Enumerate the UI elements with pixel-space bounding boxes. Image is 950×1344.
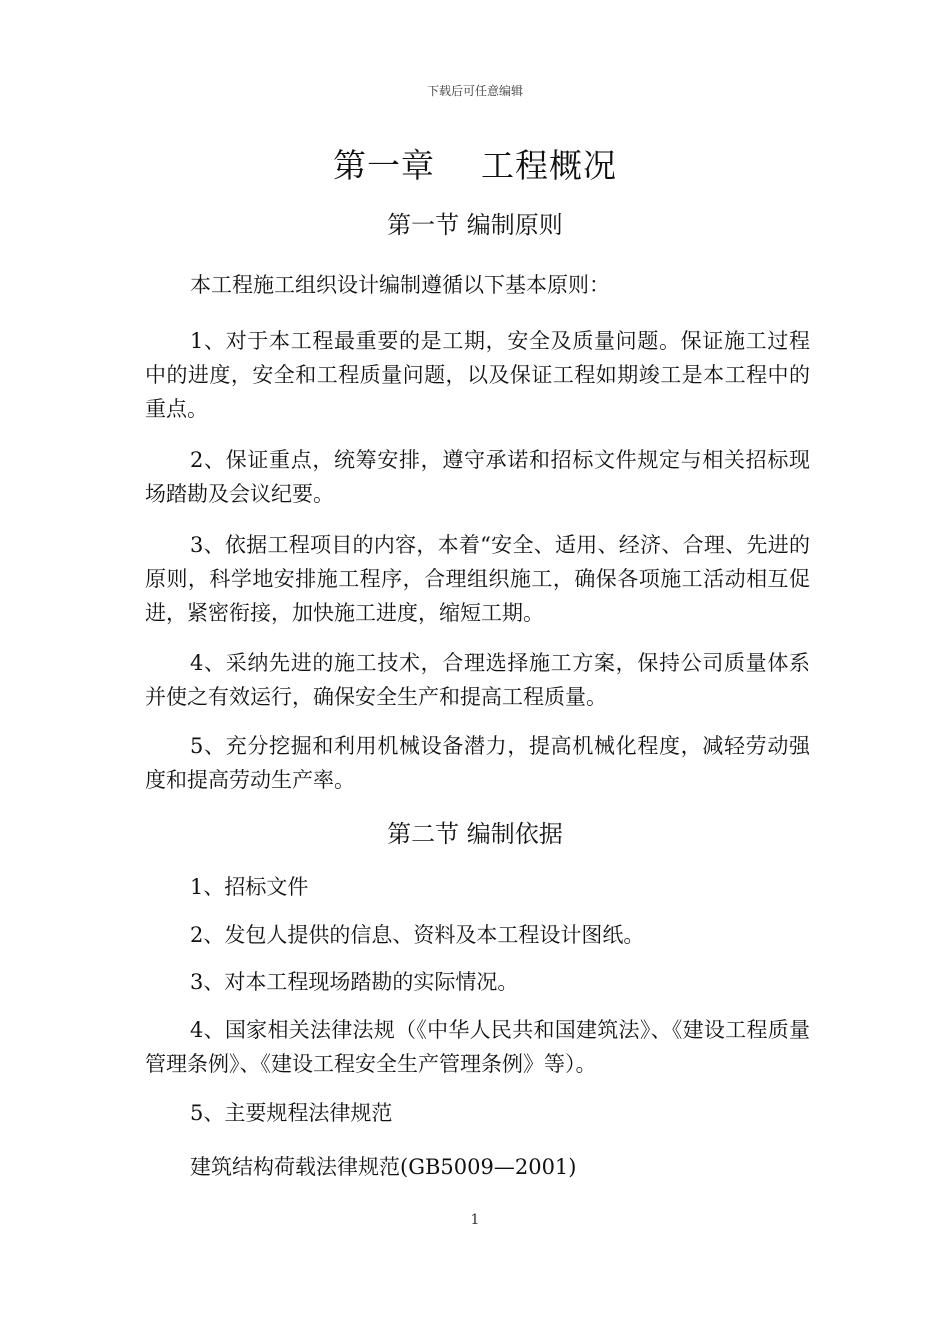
principle-item-2: 2、保证重点，统筹安排，遵守承诺和招标文件规定与相关招标现场踏勘及会议纪要。 [145, 448, 810, 506]
section-title-basis: 第二节 编制依据 [387, 820, 563, 848]
principle-item-3: 3、依据工程项目的内容，本着“安全、适用、经济、合理、先进的原则，科学地安排施工程序，合理组织施工，确保各项施工活动相互促进，紧密衔接，加快施工进度，缩短工期。 [145, 533, 810, 625]
basis-item-4: 4、国家相关法律法规（《中华人民共和国建筑法》、《建设工程质量管理条例》、《建设工程安全生产管理条例》等）。 [145, 1018, 810, 1076]
section-title-principles: 第一节 编制原则 [387, 211, 563, 239]
basis-item-3: 3、对本工程现场踏勘的实际情况。 [190, 970, 519, 994]
page-number: 1 [470, 1212, 480, 1228]
principle-item-5: 5、充分挖掘和利用机械设备潜力，提高机械化程度，减轻劳动强度和提高劳动生产率。 [145, 734, 810, 792]
basis-item-2: 2、发包人提供的信息、资料及本工程设计图纸。 [190, 923, 645, 947]
page-header: 下载后可任意编辑 [426, 84, 523, 98]
chapter-title: 第一章 工程概况 [333, 146, 617, 185]
section1-intro: 本工程施工组织设计编制遵循以下基本原则： [190, 273, 610, 297]
basis-item-1: 1、招标文件 [190, 875, 309, 899]
principle-item-4: 4、采纳先进的施工技术，合理选择施工方案，保持公司质量体系并使之有效运行，确保安全生产和提高工程质量。 [145, 651, 810, 709]
basis-item-5: 5、主要规程法律规范 [190, 1101, 393, 1125]
principle-item-1: 1、对于本工程最重要的是工期，安全及质量问题。保证施工过程中的进度，安全和工程质量问题，以及保证工程如期竣工是本工程中的重点。 [145, 329, 810, 421]
basis-item-6: 建筑结构荷载法律规范(GB5009—2001) [190, 1155, 577, 1179]
